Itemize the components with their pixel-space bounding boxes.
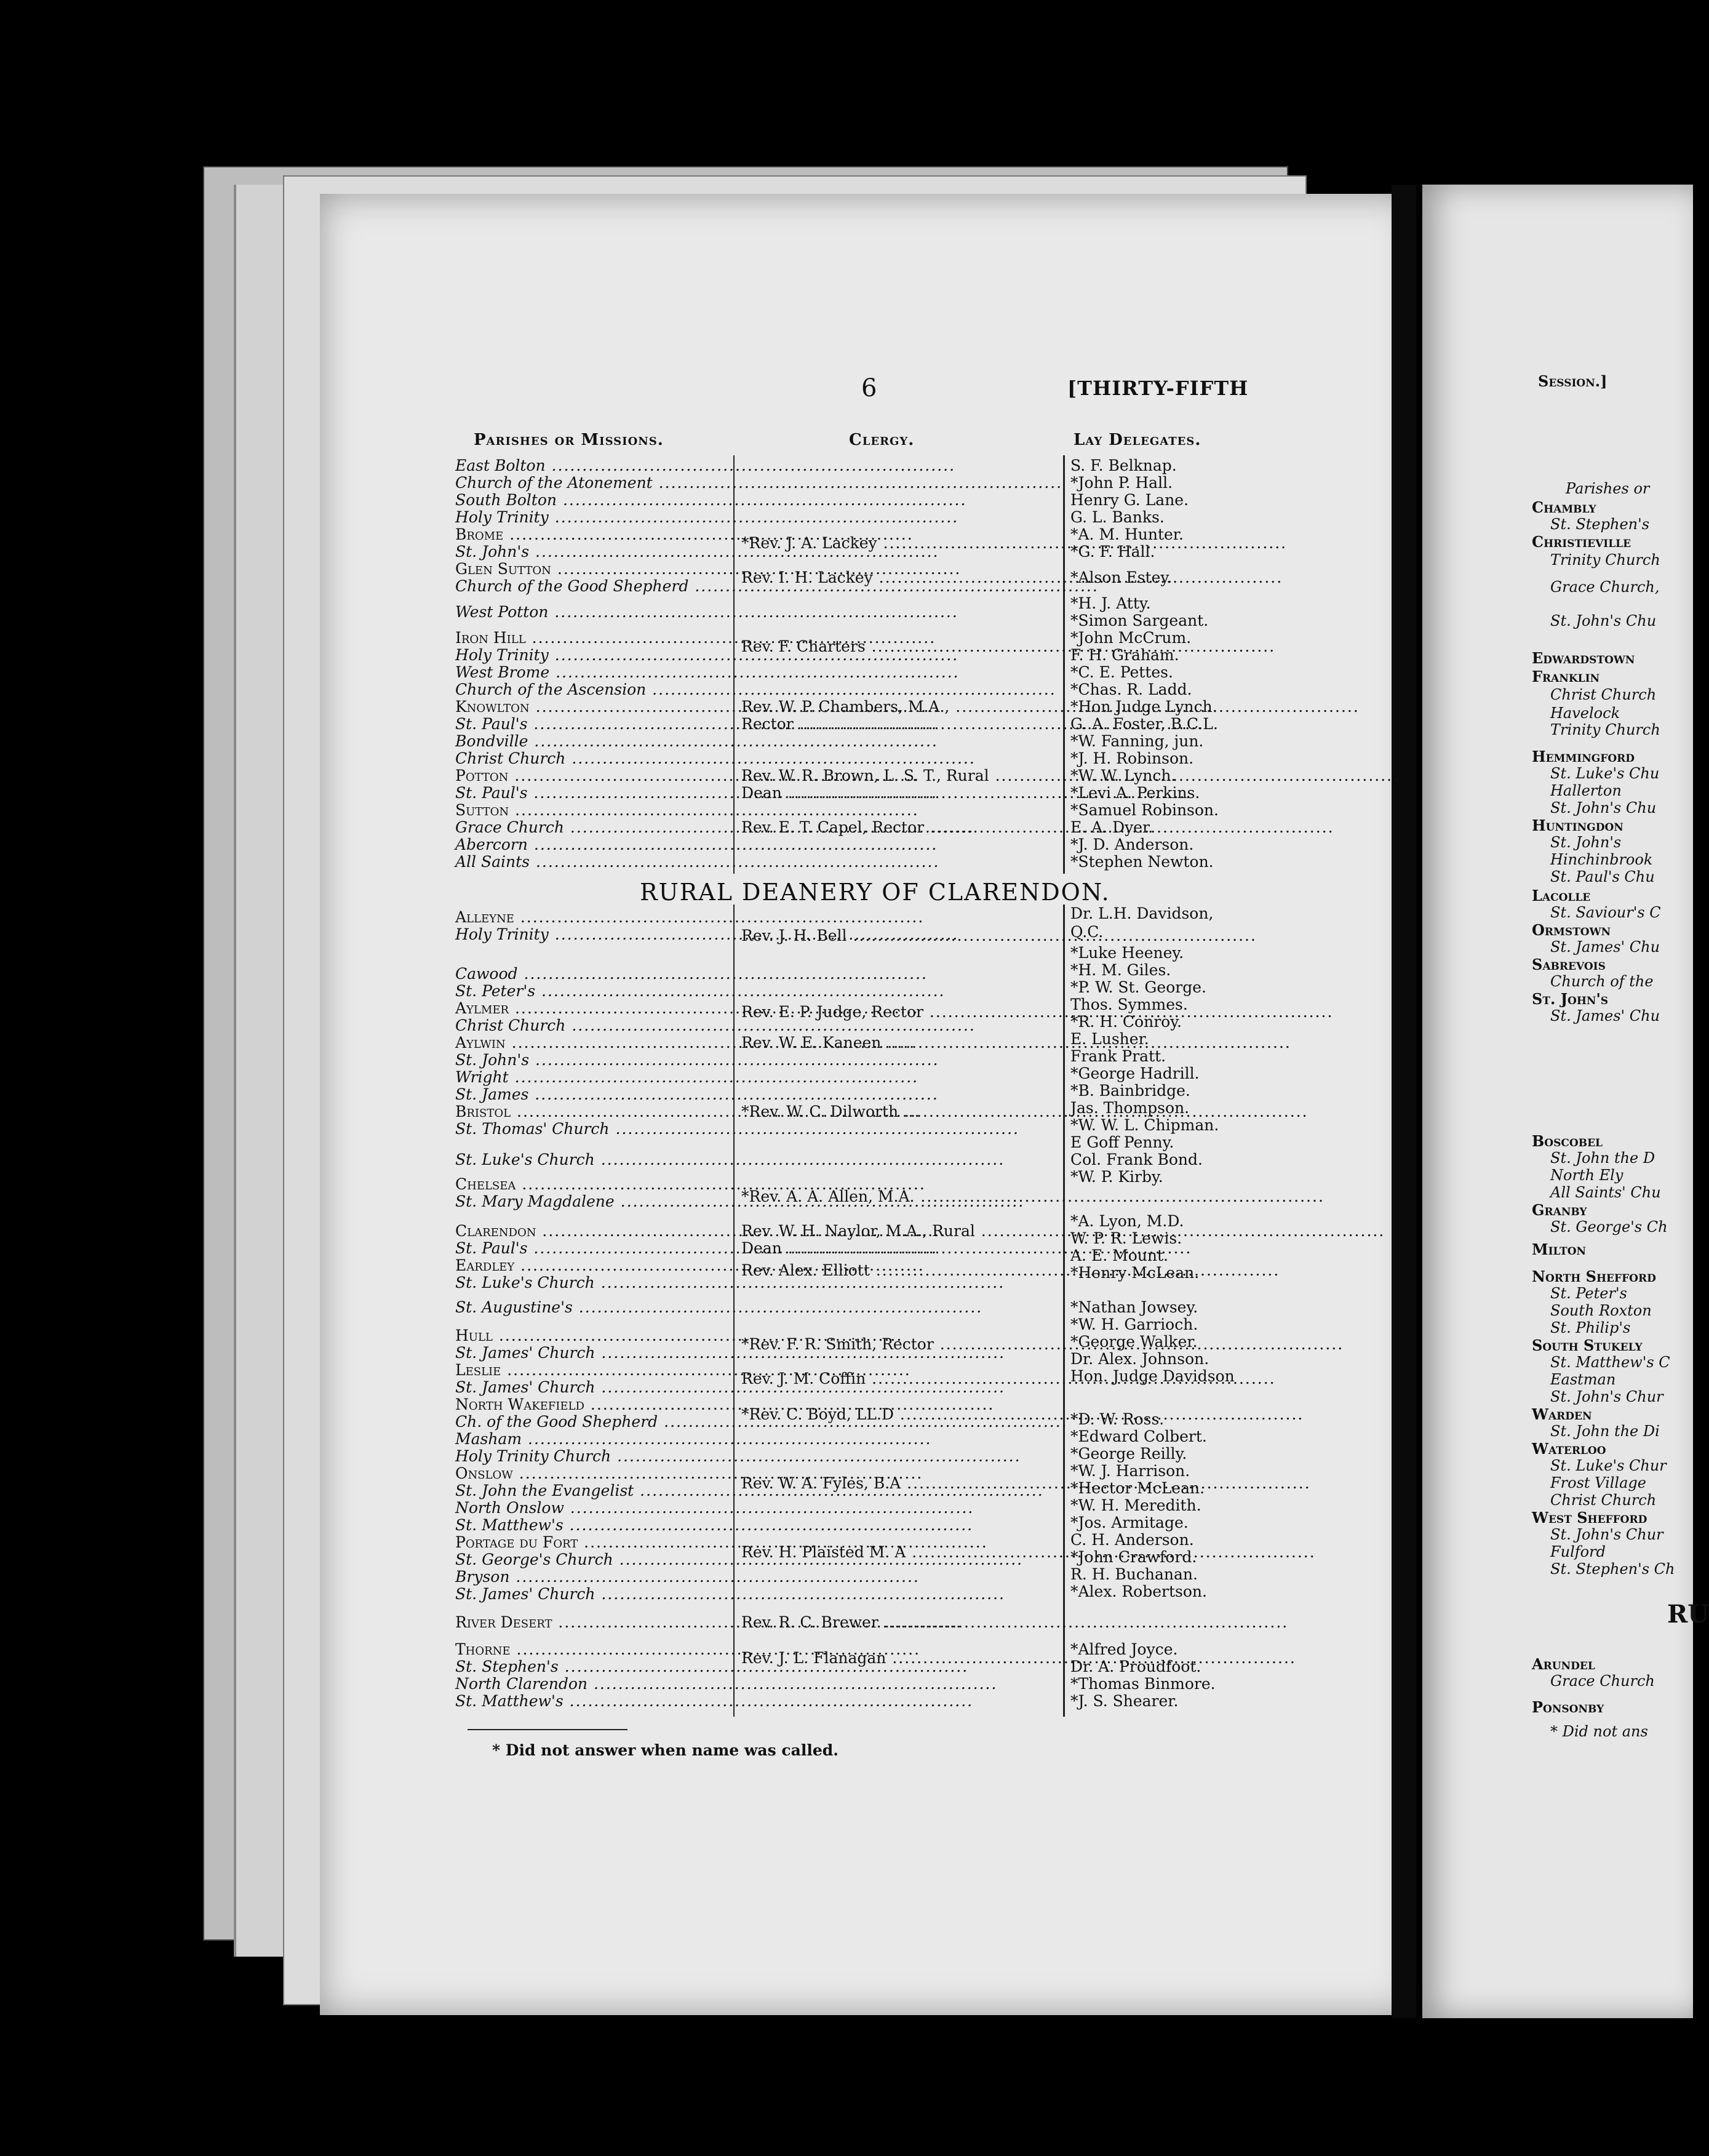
right-page-fragment: North Ely [1550,1167,1623,1184]
right-page-fragment: Sabrevois [1532,956,1606,973]
right-page-fragment: St. John's [1550,834,1622,851]
right-page-fragment: Ormstown [1532,921,1611,939]
lay-delegate-entry: F. H. Graham. [1070,646,1179,664]
parish-entry: Bryson ..... [455,1568,729,1586]
right-page-fragment: St. John's Chu [1550,612,1657,629]
lay-delegate-entry: G. L. Banks. [1070,508,1165,526]
lay-delegate-entry: G. A. Foster, B.C.L. [1070,715,1218,733]
lay-delegate-entry: *J. D. Anderson. [1070,836,1194,853]
right-page-fragment: St. Matthew's C [1550,1354,1670,1371]
lay-delegate-entry: Jas. Thompson. [1070,1099,1190,1117]
lay-delegate-entry: *Chas. R. Ladd. [1070,681,1192,698]
right-page-fragment: St. Luke's Chu [1550,765,1660,782]
parish-entry: Leslie ..... [455,1361,729,1379]
clergy-entry: Rev. W. P. Chambers, M.A., ..... [741,698,1061,716]
lay-rule-upper [1063,455,1065,874]
right-page-fragment: Warden [1532,1405,1592,1423]
right-page-fragment: Edwardstown [1532,649,1635,667]
parish-entry: West Brome ..... [455,663,729,682]
clergy-entry: Rev. J. H. Bell ..... [741,927,1061,945]
parish-entry: Iron Hill ..... [455,629,729,647]
lay-delegate-entry: *W. H. Garrioch. [1070,1316,1198,1333]
clergy-entry: Rev. W. A. Fyles, B.A ..... [741,1474,1061,1493]
right-page-fragment: North Shefford [1532,1268,1656,1285]
lay-delegate-entry: *A. M. Hunter. [1070,525,1184,543]
right-page [1422,185,1693,2018]
right-page-fragment: South Stukely [1532,1336,1643,1354]
right-page-fragment: Boscobel [1532,1132,1603,1150]
parish-entry: Clarendon ..... [455,1222,729,1240]
parish-entry: Abercorn ..... [455,836,729,854]
parish-entry: Eardley ..... [455,1256,729,1275]
right-page-fragment: All Saints' Chu [1550,1184,1661,1201]
parish-entry: Christ Church ..... [455,1016,729,1035]
right-page-fragment: Christ Church [1550,1491,1657,1509]
lay-delegate-entry: Thos. Symmes. [1070,996,1188,1013]
clergy-entry: Rev. J. L. Flanagan ..... [741,1649,1061,1667]
lay-delegate-entry: *Luke Heeney. [1070,944,1184,962]
lay-delegate-entry: Frank Pratt. [1070,1047,1166,1065]
right-page-fragment: Franklin [1532,668,1600,685]
lay-delegate-entry: E. Lusher. [1070,1030,1149,1048]
parish-entry: Portage du Fort ..... [455,1533,729,1552]
right-page-fragment: Christ Church [1550,686,1657,703]
lay-delegate-entry: Dr. A. Proudfoot. [1070,1658,1201,1675]
right-page-fragment: Granby [1532,1201,1587,1219]
parish-entry: Church of the Good Shepherd ..... [455,577,729,596]
clergy-entry: Rev. I. H. Lackey ..... [741,569,1061,587]
parish-entry: St. Matthew's ..... [455,1516,729,1535]
lay-delegate-entry: C. H. Anderson. [1070,1531,1194,1549]
parish-entry: St. James ..... [455,1085,729,1104]
right-running-head: Session.] [1538,372,1607,390]
lay-delegate-entry: A. E. Mount. [1070,1247,1168,1264]
parish-entry: Potton ..... [455,767,729,785]
right-page-fragment: Lacolle [1532,887,1591,904]
right-page-fragment: Hinchinbrook [1550,851,1653,868]
parish-entry: Wright ..... [455,1068,729,1087]
lay-delegate-entry: *Samuel Robinson. [1070,801,1219,819]
right-page-fragment: St. John's Chur [1550,1526,1663,1543]
parish-entry: Chelsea ..... [455,1175,729,1194]
lay-delegate-entry: Dr. L.H. Davidson, [1070,904,1214,922]
parish-entry: East Bolton ..... [455,457,729,475]
parish-entry: Alleyne ..... [455,908,729,927]
parish-entry: Aylmer ..... [455,999,729,1018]
lay-delegate-entry: *W. W. L. Chipman. [1070,1116,1219,1134]
lay-delegate-entry: *J. H. Robinson. [1070,749,1194,767]
parish-entry: Sutton ..... [455,801,729,820]
clergy-entry: Rev. Alex. Elliott ..... [741,1261,1061,1280]
clergy-entry: Rev. E. T. Capel, Rector ..... [741,818,1061,837]
right-page-fragment: St. Philip's [1550,1319,1631,1336]
parish-entry: West Potton ..... [455,603,729,621]
parish-entry: Holy Trinity ..... [455,508,729,527]
parish-entry: Church of the Ascension ..... [455,681,729,699]
parish-entry: All Saints ..... [455,853,729,871]
lay-delegate-entry: *H. J. Atty. [1070,594,1151,612]
header-parishes: Parishes or Missions. [474,431,664,449]
right-page-fragment: Christieville [1532,533,1631,551]
lay-delegate-entry: W. P. R. Lewis. [1070,1229,1182,1247]
lay-delegate-entry: E Goff Penny. [1070,1133,1174,1151]
parish-entry: Church of the Atonement ..... [455,474,729,492]
parish-entry: Glen Sutton ..... [455,560,729,578]
lay-delegate-entry: *Simon Sargeant. [1070,612,1209,629]
clergy-entry: *Rev. F. R. Smith, Rector ..... [741,1335,1061,1354]
lay-delegate-entry: *Jos. Armitage. [1070,1514,1189,1531]
right-page-fragment: West Shefford [1532,1509,1647,1527]
parish-entry: North Clarendon ..... [455,1675,729,1693]
lay-delegate-entry: *John P. Hall. [1070,474,1173,492]
right-page-fragment: Arundel [1532,1655,1595,1673]
right-page-fragment: Church of the [1550,973,1654,990]
clergy-entry: Rev. F. Charters ..... [741,637,1061,656]
lay-delegate-entry: *W. H. Meredith. [1070,1496,1201,1514]
right-page-fragment: Havelock [1550,705,1620,722]
right-page-fragment: St. James' Chu [1550,1007,1660,1024]
right-page-fragment: St. Luke's Chur [1550,1457,1667,1474]
header-lay: Lay Delegates. [1074,431,1201,449]
parish-entry: River Desert ..... [455,1613,729,1632]
right-page-fragment: St. Stephen's [1550,516,1650,533]
right-page-fragment: St. John the Di [1550,1423,1660,1440]
right-page-fragment: Waterloo [1532,1440,1606,1458]
lay-delegate-entry: *George Walker. [1070,1333,1198,1351]
parish-entry: Knowlton ..... [455,698,729,716]
clergy-entry: Rev. W. R. Brown, L. S. T., Rural ..... [741,767,1061,785]
right-page-fragment: St. Stephen's Ch [1550,1560,1675,1578]
parish-entry: Brome ..... [455,525,729,544]
right-page-fragment: St. George's Ch [1550,1218,1668,1236]
lay-rule-lower [1063,904,1065,1717]
lay-delegate-entry: *A. Lyon, M.D. [1070,1212,1184,1230]
book-gutter [1392,185,1416,2018]
lay-delegate-entry: Col. Frank Bond. [1070,1151,1203,1168]
parish-entry: St. Augustine's ..... [455,1298,729,1317]
running-head: [THIRTY-FIFTH [1067,377,1249,400]
right-page-fragment: Hallerton [1550,782,1622,799]
parish-entry: St. Stephen's ..... [455,1658,729,1676]
right-page-fragment: St. John's Chu [1550,799,1657,816]
lay-delegate-entry: *C. E. Pettes. [1070,663,1173,681]
lay-delegate-entry: *Henry McLean. [1070,1264,1200,1282]
clergy-entry: Rev. J. M. Coffin ..... [741,1370,1061,1388]
clergy-entry: *Rev. W. C. Dilworth ..... [741,1103,1061,1121]
parish-entry: Cawood ..... [455,965,729,983]
lay-delegate-entry: *Hon Judge Lynch. [1070,698,1217,716]
parish-entry: Holy Trinity Church ..... [455,1447,729,1466]
lay-delegate-entry: *W. P. Kirby. [1070,1168,1163,1186]
clergy-entry: Rev. W. E. Kaneen ..... [741,1034,1061,1052]
lay-delegate-entry: *Alfred Joyce. [1070,1640,1178,1658]
lay-delegate-entry: *W. J. Harrison. [1070,1462,1190,1480]
lay-delegate-entry: Hon. Judge Davidson [1070,1367,1235,1385]
parish-entry: St. Paul's ..... [455,784,729,802]
clergy-entry: Dean ..... [741,784,1061,802]
parish-entry: St. George's Church ..... [455,1551,729,1569]
parish-entry: St. Mary Magdalene ..... [455,1192,729,1211]
right-page-fragment: Ponsonby [1532,1698,1604,1716]
right-page-fragment: Trinity Church [1550,721,1660,738]
lay-delegate-entry: *John McCrum. [1070,629,1192,647]
lay-delegate-entry: *Thomas Binmore. [1070,1675,1216,1693]
parish-entry: St. James' Church ..... [455,1378,729,1397]
lay-delegate-entry: *R. H. Conroy. [1070,1013,1182,1031]
parish-entry: St. Luke's Church ..... [455,1274,729,1292]
parish-entry: Ch. of the Good Shepherd ..... [455,1413,729,1431]
deanery-title: RURAL DEANERY OF CLARENDON. [640,879,1110,906]
lay-delegate-entry: *Nathan Jowsey. [1070,1298,1198,1316]
parish-entry: St. John's ..... [455,543,729,561]
parish-entry: St. Paul's ..... [455,715,729,733]
footnote: * Did not answer when name was called. [492,1741,839,1759]
right-page-fragment: Frost Village [1550,1474,1646,1491]
clergy-entry: *Rev. A. A. Allen, M.A. ..... [741,1188,1061,1206]
right-page-fragment: Fulford [1550,1543,1606,1560]
lay-delegate-entry: *Alson Estey. [1070,569,1173,586]
parish-entry: Grace Church ..... [455,818,729,837]
parish-entry: Onslow ..... [455,1464,729,1483]
lay-delegate-entry: *George Reilly. [1070,1445,1187,1463]
right-page-fragment: Chambly [1532,498,1596,516]
lay-delegate-entry: *H. M. Giles. [1070,961,1171,979]
lay-delegate-entry: *W. W. Lynch. [1070,767,1176,785]
parish-entry: North Wakefield ..... [455,1395,729,1414]
parish-entry: Holy Trinity ..... [455,925,729,944]
lay-delegate-entry: *Levi A. Perkins. [1070,784,1200,802]
clergy-entry: Dean ..... [741,1239,1061,1258]
lay-delegate-entry: *G. F. Hall. [1070,543,1155,561]
parish-entry: South Bolton ..... [455,491,729,509]
clergy-entry: Rev. R. C. Brewer ..... [741,1613,1061,1632]
parish-entry: St. Matthew's ..... [455,1692,729,1711]
lay-delegate-entry: *Alex. Robertson. [1070,1583,1207,1600]
right-page-fragment: South Roxton [1550,1302,1652,1319]
right-page-fragment: St. Paul's Chu [1550,868,1655,885]
parish-entry: Hull ..... [455,1327,729,1345]
right-page-fragment: Grace Church, [1550,578,1660,596]
header-clergy: Clergy. [849,431,915,449]
right-page-fragment: St. John's Chur [1550,1388,1663,1405]
right-page-fragment: St. James' Chu [1550,938,1660,956]
lay-delegate-entry: Henry G. Lane. [1070,491,1189,509]
parish-entry: St. John's ..... [455,1051,729,1069]
right-page-fragment: Huntingdon [1532,816,1623,834]
lay-delegate-entry: *Stephen Newton. [1070,853,1214,871]
lay-delegate-entry: *John Crawford. [1070,1548,1197,1566]
clergy-entry: Rev. H. Plaisted M. A ..... [741,1543,1061,1562]
lay-delegate-entry: *Edward Colbert. [1070,1427,1207,1445]
page-number: 6 [861,374,877,402]
lay-delegate-entry: Dr. Alex. Johnson. [1070,1350,1209,1368]
lay-delegate-entry: *J. S. Shearer. [1070,1692,1179,1710]
parish-entry: St. James' Church ..... [455,1344,729,1362]
clergy-entry: Rector ..... [741,715,1061,733]
parish-entry: St. Peter's ..... [455,982,729,1000]
lay-delegate-entry: *W. Fanning, jun. [1070,732,1204,750]
parish-entry: North Onslow ..... [455,1499,729,1517]
lay-delegate-entry: E. A. Dyer. [1070,818,1153,836]
right-page-fragment: Milton [1532,1240,1587,1258]
right-page-fragment: * Did not ans [1550,1723,1648,1740]
right-page-fragment: Parishes or [1566,480,1650,497]
parish-entry: Thorne ..... [455,1640,729,1659]
parish-entry: St. John the Evangelist ..... [455,1482,729,1500]
parish-entry: St. James' Church ..... [455,1585,729,1603]
right-page-fragment: St. Peter's [1550,1285,1627,1302]
parish-entry: Aylwin ..... [455,1034,729,1052]
right-page-fragment: St. John the D [1550,1149,1655,1167]
lay-delegate-entry: *P. W. St. George. [1070,978,1206,996]
right-page-fragment: St. Saviour's C [1550,904,1661,921]
right-page-fragment: RU [1667,1600,1709,1629]
lay-delegate-entry: *B. Bainbridge. [1070,1082,1190,1100]
footnote-rule [468,1729,627,1730]
right-page-fragment: Trinity Church [1550,551,1660,569]
lay-delegate-entry: *George Hadrill. [1070,1064,1200,1082]
parish-entry: St. Thomas' Church ..... [455,1120,729,1138]
parish-entry: Holy Trinity ..... [455,646,729,665]
lay-delegate-entry: Q.C. [1070,923,1104,941]
clergy-entry: Rev. E. P. Judge, Rector ..... [741,1003,1061,1021]
parish-entry: St. Paul's ..... [455,1239,729,1258]
right-page-fragment: Hemmingford [1532,748,1635,765]
lay-delegate-entry: *D. W. Ross. [1070,1410,1165,1428]
parish-entry: St. Luke's Church ..... [455,1151,729,1169]
lay-delegate-entry: R. H. Buchanan. [1070,1565,1198,1583]
parish-entry: Masham ..... [455,1430,729,1448]
parish-entry: Bristol ..... [455,1103,729,1121]
parish-entry: Christ Church ..... [455,749,729,768]
right-page-fragment: St. John's [1532,990,1609,1008]
clergy-entry: *Rev. C. Boyd, LL.D ..... [741,1405,1061,1424]
lay-delegate-entry: S. F. Belknap. [1070,457,1177,474]
right-page-fragment: Grace Church [1550,1672,1655,1690]
clergy-entry: *Rev. J. A. Lackey ..... [741,534,1061,553]
lay-delegate-entry: *Hector McLean. [1070,1479,1205,1497]
clergy-entry: Rev. W. H. Naylor, M.A., Rural ..... [741,1222,1061,1240]
right-page-fragment: Eastman [1550,1371,1616,1388]
parish-entry: Bondville ..... [455,732,729,751]
